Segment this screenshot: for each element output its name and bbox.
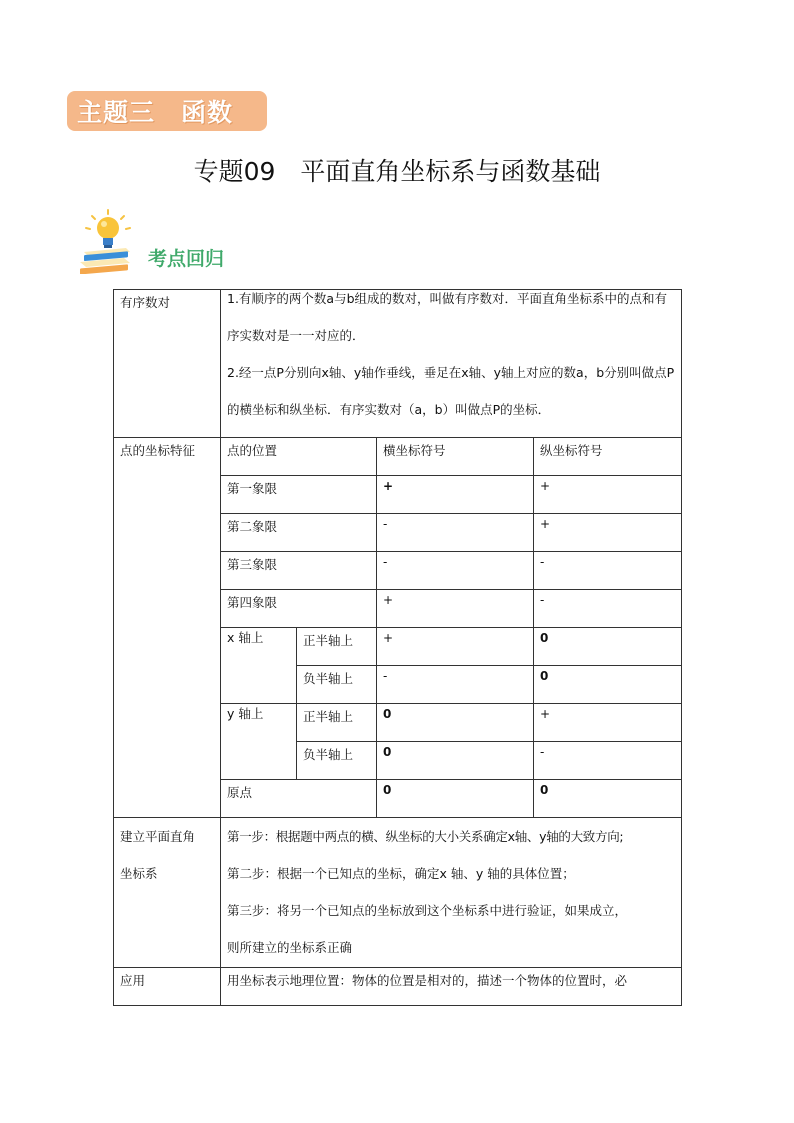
quadrant-name: 第四象限: [221, 590, 377, 628]
quadrant-x-sign: -: [377, 552, 534, 590]
quadrant-y-sign: -: [534, 590, 682, 628]
table-row: [114, 968, 682, 1006]
table-row: [114, 290, 682, 438]
quadrant-y-sign: +: [534, 476, 682, 514]
quadrant-name: 第三象限: [221, 552, 377, 590]
lightbulb-on-books-icon: [74, 208, 140, 274]
features-label: 点的坐标特征: [114, 438, 221, 818]
header-position: 点的位置: [221, 438, 377, 476]
section-label: 考点回归: [148, 248, 225, 270]
origin-x-sign: 0: [377, 780, 534, 818]
topic-banner: [67, 91, 267, 131]
establish-step-3-continued: 则所建立的坐标系正确: [227, 940, 353, 955]
origin-name: 原点: [221, 780, 377, 818]
half-axis-name: 负半轴上: [297, 666, 377, 704]
half-axis-name: 正半轴上: [297, 628, 377, 666]
application-label: 应用: [114, 968, 221, 1006]
half-axis-x-sign: 0: [377, 742, 534, 780]
quadrant-x-sign: +: [377, 476, 534, 514]
half-axis-y-sign: 0: [534, 666, 682, 704]
ordered-pair-content: [221, 290, 682, 438]
half-axis-y-sign: +: [534, 704, 682, 742]
half-axis-name: 正半轴上: [297, 704, 377, 742]
establish-label: [114, 818, 221, 968]
establish-step-3: 第三步：将另一个已知点的坐标放到这个坐标系中进行验证，如果成立，: [227, 903, 628, 918]
half-axis-name: 负半轴上: [297, 742, 377, 780]
application-content: 用坐标表示地理位置：物体的位置是相对的，描述一个物体的位置时，必: [221, 968, 682, 1006]
establish-label-line-2: 坐标系: [120, 866, 158, 881]
quadrant-y-sign: +: [534, 514, 682, 552]
quadrant-x-sign: -: [377, 514, 534, 552]
header-y-sign: 纵坐标符号: [534, 438, 682, 476]
topic-banner-text: 主题三 函数: [77, 98, 234, 127]
table-row: [114, 438, 682, 476]
quadrant-y-sign: -: [534, 552, 682, 590]
y-axis-label: y 轴上: [221, 704, 297, 780]
establish-label-line-1: 建立平面直角: [120, 829, 196, 844]
origin-y-sign: 0: [534, 780, 682, 818]
ordered-pair-label: 有序数对: [114, 290, 221, 438]
page-title: 专题09 平面直角坐标系与函数基础: [193, 157, 601, 186]
half-axis-x-sign: -: [377, 666, 534, 704]
knowledge-table: [113, 289, 682, 1006]
half-axis-x-sign: 0: [377, 704, 534, 742]
half-axis-x-sign: +: [377, 628, 534, 666]
quadrant-x-sign: +: [377, 590, 534, 628]
half-axis-y-sign: -: [534, 742, 682, 780]
quadrant-name: 第二象限: [221, 514, 377, 552]
quadrant-name: 第一象限: [221, 476, 377, 514]
establish-step-2: 第二步：根据一个已知点的坐标，确定x 轴、y 轴的具体位置；: [227, 866, 575, 881]
x-axis-label: x 轴上: [221, 628, 297, 704]
header-x-sign: 横坐标符号: [377, 438, 534, 476]
ordered-pair-paragraph-1: 1.有顺序的两个数a与b组成的数对，叫做有序数对．平面直角坐标系中的点和有序实数对是一一对应的．: [227, 291, 668, 343]
ordered-pair-paragraph-2: 2.经一点P分别向x轴、y轴作垂线，垂足在x轴、y轴上对应的数a，b分别叫做点P的横坐标和纵坐标．有序实数对（a，b）叫做点P的坐标．: [227, 365, 675, 417]
half-axis-y-sign: 0: [534, 628, 682, 666]
establish-step-1: 第一步：根据题中两点的横、纵坐标的大小关系确定x轴、y轴的大致方向;: [227, 829, 624, 844]
table-row: [114, 818, 682, 968]
establish-content: [221, 818, 682, 968]
